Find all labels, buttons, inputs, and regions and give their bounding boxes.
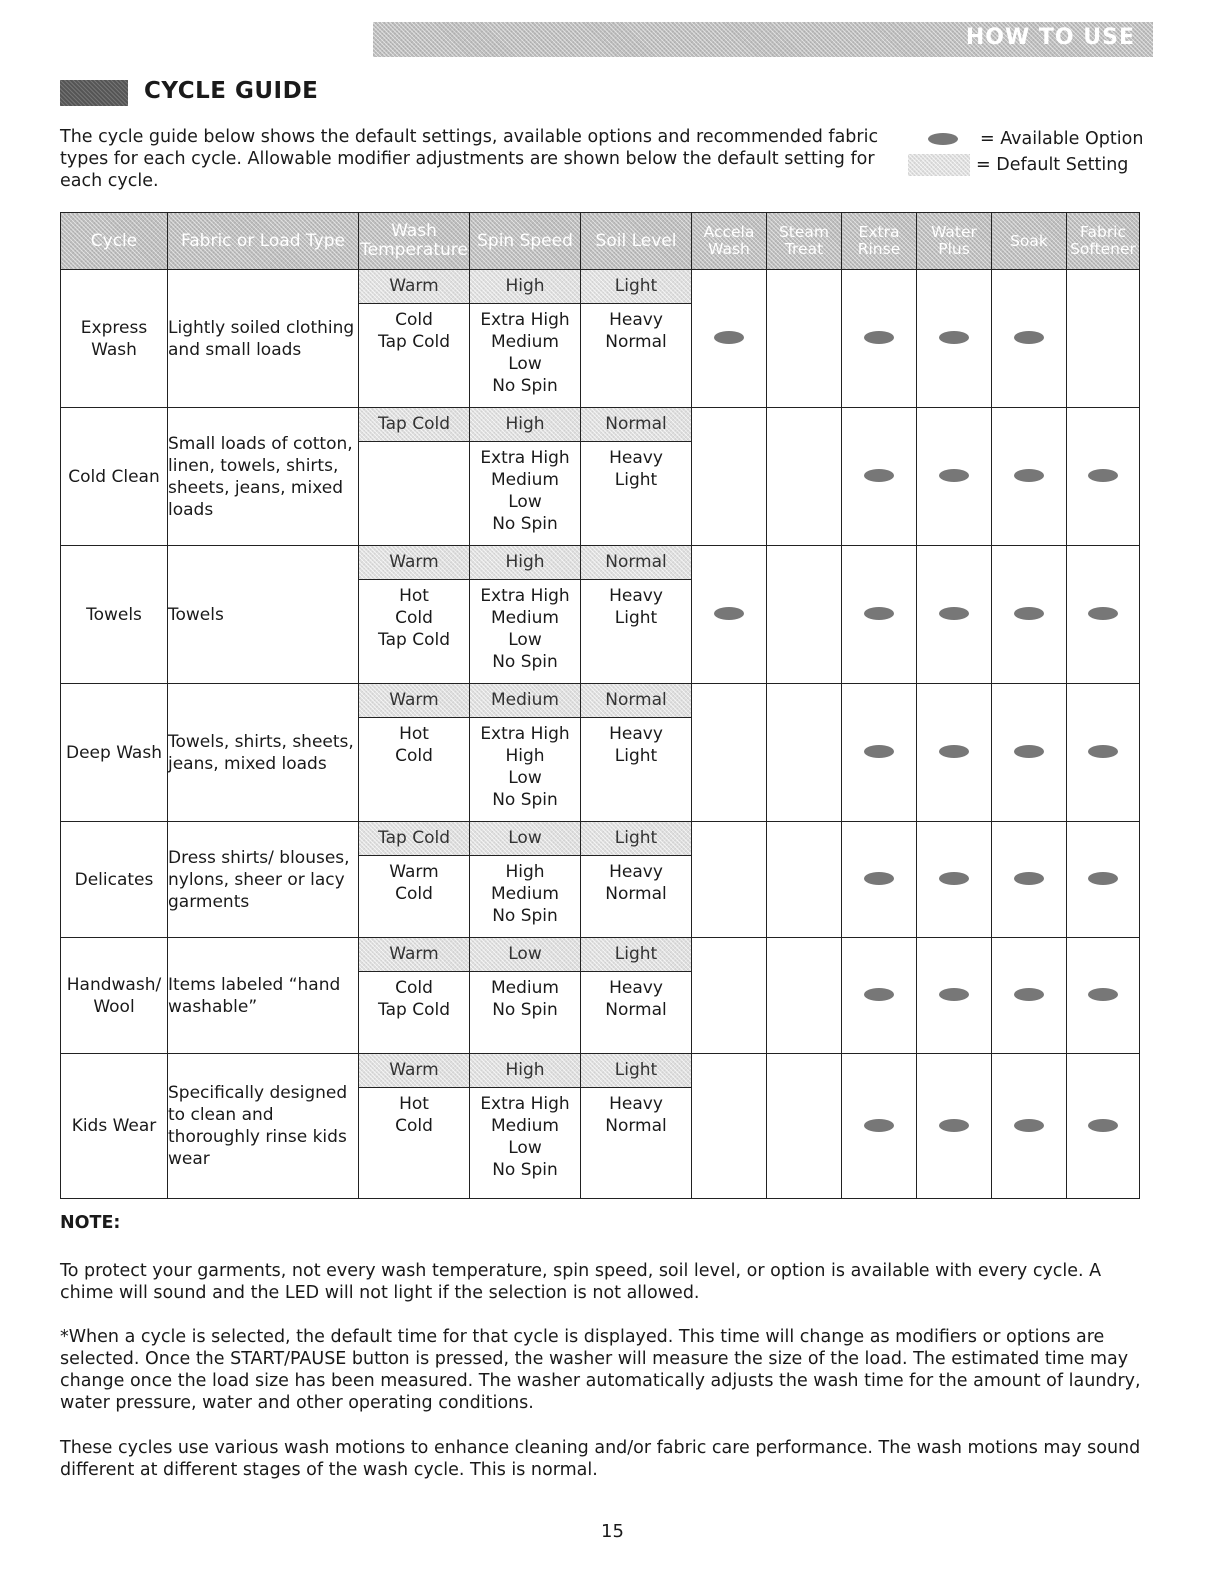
spin-speed-cell — [470, 270, 581, 408]
option-cell — [1067, 938, 1140, 1054]
wash-temperature-options — [359, 718, 469, 770]
soil-level-default: Normal — [581, 684, 691, 718]
spin-speed-option: Extra High — [480, 724, 570, 744]
soil-level-option: Heavy — [609, 862, 663, 882]
spin-speed-cell — [470, 1054, 581, 1199]
spin-speed-options — [470, 580, 580, 676]
soil-level-option: Heavy — [609, 724, 663, 744]
option-cell — [917, 408, 992, 546]
spin-speed-option: Medium — [491, 1116, 559, 1136]
option-cell — [1067, 270, 1140, 408]
soil-level-option: Heavy — [609, 448, 663, 468]
spin-speed-options — [470, 718, 580, 814]
option-cell — [1067, 822, 1140, 938]
table-row — [61, 684, 1140, 822]
legend-available-label: = Available Option — [980, 129, 1144, 149]
wash-temperature-option: Tap Cold — [378, 332, 450, 352]
soil-level-default: Light — [581, 1054, 691, 1088]
spin-speed-options — [470, 442, 580, 538]
available-option-icon — [1088, 872, 1118, 885]
soil-level-cell — [581, 684, 692, 822]
spin-speed-option: Medium — [491, 332, 559, 352]
spin-speed-default: High — [470, 408, 580, 442]
table-row — [61, 546, 1140, 684]
soil-level-options — [581, 304, 691, 356]
spin-speed-option: No Spin — [492, 1000, 558, 1020]
option-cell — [842, 546, 917, 684]
option-cell — [992, 1054, 1067, 1199]
legend-available — [908, 126, 1143, 152]
col-header: Fabric Softener — [1067, 213, 1140, 270]
spin-speed-option: No Spin — [492, 514, 558, 534]
available-option-icon — [939, 872, 969, 885]
option-cell — [842, 270, 917, 408]
spin-speed-cell — [470, 408, 581, 546]
page-title: CYCLE GUIDE — [144, 78, 319, 104]
spin-speed-option: No Spin — [492, 1160, 558, 1180]
cycle-name: Delicates — [61, 822, 168, 938]
option-cell — [992, 546, 1067, 684]
cycle-name: Handwash/ Wool — [61, 938, 168, 1054]
option-cell — [1067, 546, 1140, 684]
option-cell — [767, 408, 842, 546]
available-option-icon — [1014, 872, 1044, 885]
col-header: Cycle — [61, 213, 168, 270]
option-cell — [917, 938, 992, 1054]
col-header: Steam Treat — [767, 213, 842, 270]
spin-speed-option: No Spin — [492, 790, 558, 810]
spin-speed-option: Extra High — [480, 310, 570, 330]
soil-level-default: Light — [581, 938, 691, 972]
available-option-icon — [1088, 988, 1118, 1001]
spin-speed-option: Low — [508, 768, 542, 788]
available-option-icon — [714, 331, 744, 344]
option-cell — [917, 822, 992, 938]
soil-level-options — [581, 718, 691, 770]
spin-speed-options — [470, 304, 580, 400]
wash-temperature-options — [359, 972, 469, 1024]
fabric-type: Dress shirts/ blouses, nylons, sheer or lacy garments — [168, 822, 359, 938]
soil-level-options — [581, 1088, 691, 1140]
col-header: Soak — [992, 213, 1067, 270]
note-paragraph: *When a cycle is selected, the default time for that cycle is displayed. This time will change as modifiers or options are selected. Once the START/PAUSE button is pressed, the washer will measure the size of the load. The estimated time may change once the load size has been measured. The washer automatically adjusts the wash time for the amount of laundry, water pressure, water and other operating conditions. — [60, 1327, 1141, 1413]
legend-default-label: = Default Setting — [976, 155, 1129, 175]
available-option-icon — [864, 469, 894, 482]
available-option-icon — [864, 1119, 894, 1132]
spin-speed-options — [470, 856, 580, 930]
available-option-icon — [1088, 607, 1118, 620]
soil-level-option: Heavy — [609, 978, 663, 998]
option-cell — [1067, 684, 1140, 822]
spin-speed-option: Medium — [491, 978, 559, 998]
soil-level-default: Light — [581, 822, 691, 856]
wash-temperature-option: Cold — [395, 1116, 433, 1136]
wash-temperature-cell — [359, 1054, 470, 1199]
section-marker — [60, 80, 128, 106]
option-cell — [767, 684, 842, 822]
available-option-icon — [864, 988, 894, 1001]
intro-text: The cycle guide below shows the default settings, available options and recommended fabric types for each cycle. Allowable modifier adjustments are shown below the default setting for each cycle. — [60, 127, 879, 191]
option-cell — [842, 938, 917, 1054]
option-cell — [992, 270, 1067, 408]
wash-temperature-options — [359, 442, 469, 450]
col-header: Soil Level — [581, 213, 692, 270]
wash-temperature-default: Warm — [359, 546, 469, 580]
available-option-icon — [1088, 1119, 1118, 1132]
option-cell — [692, 270, 767, 408]
option-cell — [842, 684, 917, 822]
wash-temperature-default: Tap Cold — [359, 408, 469, 442]
cycle-name: Deep Wash — [61, 684, 168, 822]
spin-speed-option: Low — [508, 492, 542, 512]
spin-speed-option: No Spin — [492, 652, 558, 672]
spin-speed-option: Low — [508, 1138, 542, 1158]
spin-speed-option: Extra High — [480, 1094, 570, 1114]
soil-level-option: Normal — [605, 1000, 667, 1020]
spin-speed-cell — [470, 546, 581, 684]
soil-level-cell — [581, 408, 692, 546]
fabric-type: Specifically designed to clean and thoroughly rinse kids wear — [168, 1054, 359, 1199]
soil-level-option: Heavy — [609, 586, 663, 606]
option-cell — [842, 822, 917, 938]
table-row — [61, 822, 1140, 938]
wash-temperature-option: Cold — [395, 746, 433, 766]
soil-level-option: Heavy — [609, 310, 663, 330]
soil-level-option: Normal — [605, 1116, 667, 1136]
soil-level-cell — [581, 938, 692, 1054]
table-row — [61, 1054, 1140, 1199]
option-cell — [917, 684, 992, 822]
wash-temperature-option: Hot — [399, 586, 429, 606]
fabric-type: Towels — [168, 546, 359, 684]
spin-speed-option: Medium — [491, 608, 559, 628]
available-option-icon — [939, 331, 969, 344]
fabric-type: Towels, shirts, sheets, jeans, mixed loads — [168, 684, 359, 822]
soil-level-option: Heavy — [609, 1094, 663, 1114]
wash-temperature-options — [359, 580, 469, 654]
option-cell — [767, 938, 842, 1054]
available-option-icon — [939, 1119, 969, 1132]
soil-level-default: Normal — [581, 546, 691, 580]
soil-level-cell — [581, 270, 692, 408]
note-heading: NOTE: — [60, 1213, 121, 1233]
available-option-icon — [1088, 469, 1118, 482]
note-paragraph: To protect your garments, not every wash temperature, spin speed, soil level, or option is available with every cycle. A chime will sound and the LED will not light if the selection is not allowed. — [60, 1261, 1102, 1303]
wash-temperature-option: Tap Cold — [378, 630, 450, 650]
wash-temperature-default: Warm — [359, 684, 469, 718]
fabric-type: Lightly soiled clothing and small loads — [168, 270, 359, 408]
soil-level-options — [581, 972, 691, 1024]
option-cell — [992, 938, 1067, 1054]
available-option-icon — [864, 872, 894, 885]
option-cell — [1067, 408, 1140, 546]
wash-temperature-cell — [359, 408, 470, 546]
option-cell — [692, 1054, 767, 1199]
option-cell — [992, 408, 1067, 546]
option-cell — [767, 546, 842, 684]
table-row — [61, 270, 1140, 408]
col-header: Spin Speed — [470, 213, 581, 270]
col-header: Wash Temperature — [359, 213, 470, 270]
option-cell — [917, 1054, 992, 1199]
wash-temperature-default: Warm — [359, 1054, 469, 1088]
spin-speed-default: High — [470, 270, 580, 304]
col-header: Accela Wash — [692, 213, 767, 270]
spin-speed-cell — [470, 822, 581, 938]
option-cell — [1067, 1054, 1140, 1199]
available-option-icon — [939, 745, 969, 758]
option-cell — [767, 270, 842, 408]
spin-speed-option: Extra High — [480, 448, 570, 468]
cycle-name: Express Wash — [61, 270, 168, 408]
option-cell — [917, 546, 992, 684]
available-option-icon — [1014, 988, 1044, 1001]
available-option-icon — [939, 469, 969, 482]
spin-speed-option: No Spin — [492, 376, 558, 396]
wash-temperature-options — [359, 304, 469, 356]
wash-temperature-option: Hot — [399, 1094, 429, 1114]
wash-temperature-default: Warm — [359, 938, 469, 972]
spin-speed-option: No Spin — [492, 906, 558, 926]
table-header-row — [61, 213, 1140, 270]
spin-speed-option: Low — [508, 630, 542, 650]
spin-speed-default: Low — [470, 822, 580, 856]
available-option-icon — [1014, 331, 1044, 344]
header-banner — [373, 22, 1153, 57]
wash-temperature-default: Warm — [359, 270, 469, 304]
soil-level-cell — [581, 546, 692, 684]
spin-speed-option: Extra High — [480, 586, 570, 606]
available-option-icon — [939, 988, 969, 1001]
option-cell — [992, 822, 1067, 938]
wash-temperature-option: Tap Cold — [378, 1000, 450, 1020]
option-cell — [842, 1054, 917, 1199]
wash-temperature-options — [359, 1088, 469, 1140]
option-cell — [692, 408, 767, 546]
available-option-icon — [928, 133, 958, 145]
fabric-type: Items labeled “hand washable” — [168, 938, 359, 1054]
soil-level-options — [581, 856, 691, 908]
spin-speed-default: Low — [470, 938, 580, 972]
option-cell — [767, 822, 842, 938]
spin-speed-option: High — [505, 746, 545, 766]
table-body — [61, 270, 1140, 1199]
wash-temperature-option: Warm — [389, 862, 439, 882]
soil-level-default: Light — [581, 270, 691, 304]
option-cell — [842, 408, 917, 546]
cycle-name: Cold Clean — [61, 408, 168, 546]
spin-speed-options — [470, 972, 580, 1024]
table-row — [61, 408, 1140, 546]
page-number: 15 — [601, 1521, 624, 1542]
table-row — [61, 938, 1140, 1054]
legend-default — [908, 152, 1143, 178]
wash-temperature-option: Hot — [399, 724, 429, 744]
option-cell — [692, 546, 767, 684]
cycle-name: Kids Wear — [61, 1054, 168, 1199]
available-option-icon — [864, 745, 894, 758]
spin-speed-option: High — [505, 862, 545, 882]
spin-speed-option: Low — [508, 354, 542, 374]
soil-level-cell — [581, 822, 692, 938]
default-setting-swatch — [908, 154, 970, 176]
wash-temperature-default: Tap Cold — [359, 822, 469, 856]
wash-temperature-cell — [359, 546, 470, 684]
wash-temperature-option: Cold — [395, 608, 433, 628]
option-cell — [767, 1054, 842, 1199]
cycle-name: Towels — [61, 546, 168, 684]
option-cell — [692, 938, 767, 1054]
soil-level-option: Light — [614, 470, 658, 490]
available-option-icon — [1014, 469, 1044, 482]
soil-level-default: Normal — [581, 408, 691, 442]
wash-temperature-cell — [359, 684, 470, 822]
option-cell — [917, 270, 992, 408]
spin-speed-default: High — [470, 1054, 580, 1088]
spin-speed-options — [470, 1088, 580, 1184]
soil-level-cell — [581, 1054, 692, 1199]
col-header: Extra Rinse — [842, 213, 917, 270]
soil-level-option: Normal — [605, 884, 667, 904]
soil-level-options — [581, 580, 691, 632]
soil-level-option: Light — [614, 746, 658, 766]
available-option-icon — [864, 607, 894, 620]
wash-temperature-cell — [359, 270, 470, 408]
available-option-icon — [1014, 745, 1044, 758]
spin-speed-option: Medium — [491, 470, 559, 490]
cycle-guide-table — [60, 212, 1140, 1199]
option-cell — [692, 822, 767, 938]
spin-speed-default: Medium — [470, 684, 580, 718]
available-option-icon — [1088, 745, 1118, 758]
spin-speed-cell — [470, 684, 581, 822]
spin-speed-default: High — [470, 546, 580, 580]
available-option-icon — [1014, 607, 1044, 620]
wash-temperature-option: Cold — [395, 310, 433, 330]
option-cell — [692, 684, 767, 822]
wash-temperature-option: Cold — [395, 884, 433, 904]
available-option-icon — [1014, 1119, 1044, 1132]
spin-speed-cell — [470, 938, 581, 1054]
banner-title: HOW TO USE — [965, 25, 1135, 50]
wash-temperature-cell — [359, 938, 470, 1054]
note-paragraph: These cycles use various wash motions to enhance cleaning and/or fabric care performance. The wash motions may sound different at different stages of the wash cycle. This is normal. — [60, 1438, 1141, 1480]
soil-level-option: Light — [614, 608, 658, 628]
soil-level-option: Normal — [605, 332, 667, 352]
legend — [908, 126, 1143, 178]
soil-level-options — [581, 442, 691, 494]
option-cell — [992, 684, 1067, 822]
wash-temperature-option: Cold — [395, 978, 433, 998]
fabric-type: Small loads of cotton, linen, towels, shirts, sheets, jeans, mixed loads — [168, 408, 359, 546]
col-header: Fabric or Load Type — [168, 213, 359, 270]
col-header: Water Plus — [917, 213, 992, 270]
wash-temperature-cell — [359, 822, 470, 938]
available-option-icon — [864, 331, 894, 344]
available-option-icon — [714, 607, 744, 620]
wash-temperature-options — [359, 856, 469, 908]
available-option-icon — [939, 607, 969, 620]
spin-speed-option: Medium — [491, 884, 559, 904]
